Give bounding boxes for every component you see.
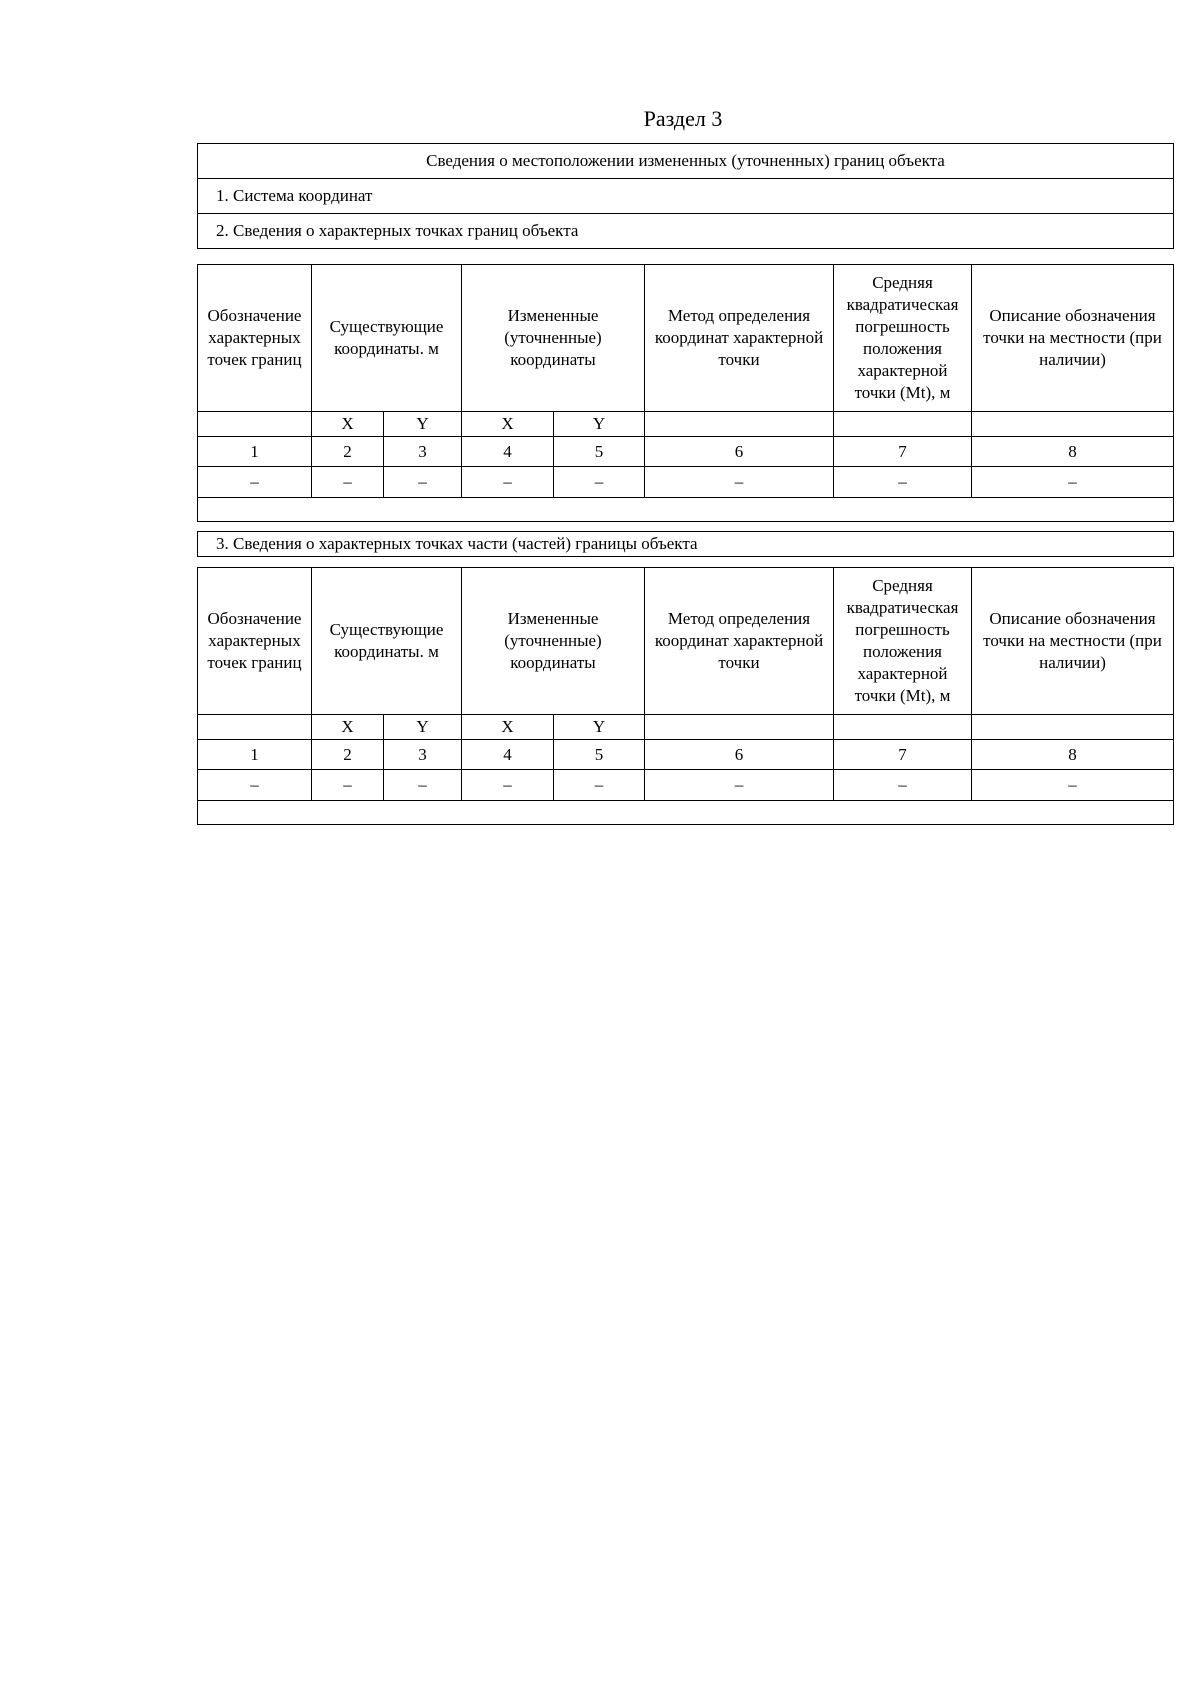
blank-row (198, 801, 1174, 825)
column-number: 5 (554, 437, 645, 467)
header-changed-coords: Измененные (уточненные) координаты (462, 568, 645, 715)
x-label: X (312, 412, 384, 437)
parts-heading: 3. Сведения о характерных точках части (частей) границы объекта (198, 532, 1174, 557)
xy-cell (198, 412, 312, 437)
empty-value: – (834, 467, 972, 498)
column-number: 3 (384, 740, 462, 770)
column-number: 4 (462, 740, 554, 770)
x-label: X (462, 715, 554, 740)
points-heading: 2. Сведения о характерных точках границ объекта (198, 214, 1174, 249)
column-number: 1 (198, 740, 312, 770)
header-description: Описание обозначения точки на местности (при наличии) (972, 265, 1174, 412)
empty-value: – (554, 770, 645, 801)
y-label: Y (554, 412, 645, 437)
column-number: 2 (312, 437, 384, 467)
empty-value: – (384, 467, 462, 498)
column-number: 2 (312, 740, 384, 770)
column-number: 6 (645, 437, 834, 467)
info-heading: Сведения о местоположении измененных (уточненных) границ объекта (198, 144, 1174, 179)
column-number: 8 (972, 740, 1174, 770)
header-method: Метод определения координат характерной точки (645, 265, 834, 412)
column-number: 7 (834, 740, 972, 770)
column-number: 1 (198, 437, 312, 467)
blank-row (198, 498, 1174, 522)
y-label: Y (384, 715, 462, 740)
header-description: Описание обозначения точки на местности (при наличии) (972, 568, 1174, 715)
section-title: Раздел 3 (643, 106, 723, 131)
empty-value: – (554, 467, 645, 498)
column-number: 4 (462, 437, 554, 467)
empty-value: – (312, 467, 384, 498)
header-error: Средняя квадратическая погрешность положения характерной точки (Mt), м (834, 265, 972, 412)
header-method: Метод определения координат характерной точки (645, 568, 834, 715)
xy-cell (198, 715, 312, 740)
boundary-points-table (197, 264, 1174, 522)
empty-value: – (645, 770, 834, 801)
xy-cell (645, 715, 834, 740)
column-number: 7 (834, 437, 972, 467)
xy-cell (645, 412, 834, 437)
column-number: 6 (645, 740, 834, 770)
empty-value: – (972, 467, 1174, 498)
empty-value: – (462, 467, 554, 498)
empty-value: – (198, 770, 312, 801)
empty-value: – (645, 467, 834, 498)
xy-cell (972, 715, 1174, 740)
empty-value: – (198, 467, 312, 498)
header-error: Средняя квадратическая погрешность положения характерной точки (Mt), м (834, 568, 972, 715)
header-existing-coords: Существующие координаты. м (312, 265, 462, 412)
coord-system-label: 1. Система координат (198, 179, 1174, 214)
header-point-designation: Обозначение характерных точек границ (198, 265, 312, 412)
xy-cell (834, 715, 972, 740)
column-number: 3 (384, 437, 462, 467)
parts-heading-table (197, 531, 1174, 557)
header-changed-coords: Измененные (уточненные) координаты (462, 265, 645, 412)
info-table (197, 143, 1174, 249)
xy-cell (834, 412, 972, 437)
xy-cell (972, 412, 1174, 437)
y-label: Y (554, 715, 645, 740)
column-number: 8 (972, 437, 1174, 467)
empty-value: – (462, 770, 554, 801)
empty-value: – (312, 770, 384, 801)
x-label: X (462, 412, 554, 437)
empty-value: – (834, 770, 972, 801)
empty-value: – (384, 770, 462, 801)
column-number: 5 (554, 740, 645, 770)
header-point-designation: Обозначение характерных точек границ (198, 568, 312, 715)
part-points-table (197, 567, 1174, 825)
y-label: Y (384, 412, 462, 437)
empty-value: – (972, 770, 1174, 801)
x-label: X (312, 715, 384, 740)
header-existing-coords: Существующие координаты. м (312, 568, 462, 715)
